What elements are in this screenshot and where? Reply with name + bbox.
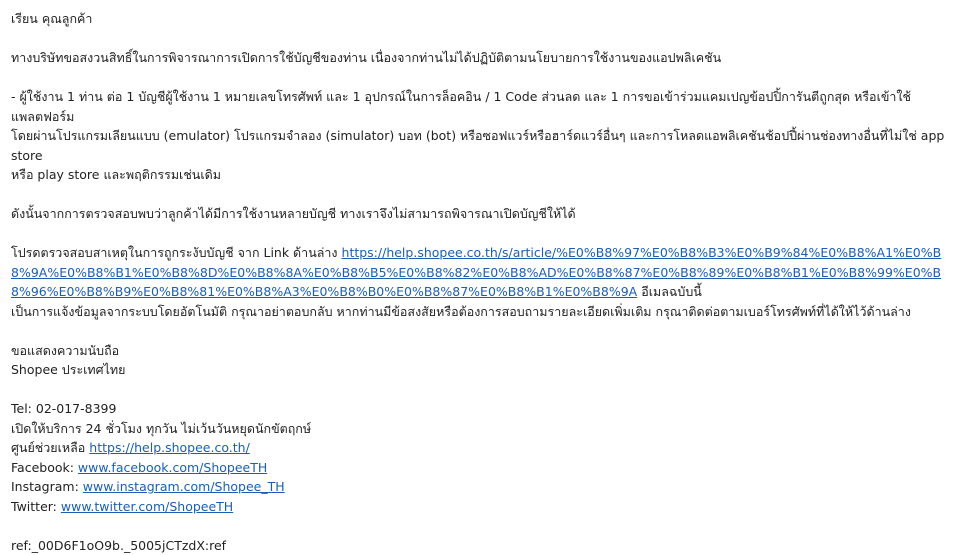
check-reason-text: โปรดตรวจสอบสาเหตุในการถูกระงับบัญชี จาก Link ด้านล่าง (11, 245, 338, 260)
help-article-link[interactable]: https://help.shopee.co.th/s/article/%E0%B8%97%E0%B8%B3%E0%B9%84%E0%B8%A1%E0%B8%9A%E0%B8%B1%E0%B8%8D%E0%B8%8A%E0%B8%B5%E0%B8%82%E0%B8%AD%E0%B8%87%E0%B8%89%E0%B8%B1%E0%B8%99%E0%B8%96%E0%B8%B9%E0%B8%81%E0%B8%A3%E0%B8%B0%E0%B8%87%E0%B8%B1%E0%B8%9A (11, 245, 941, 299)
instagram-line (11, 477, 956, 497)
policy-line-1: - ผู้ใช้งาน 1 ท่าน ต่อ 1 บัญชีผู้ใช้งาน 1 หมายเลขโทรศัพท์ และ 1 อุปกรณ์ในการล็อคอิน / 1 Code ส่วนลด และ 1 การขอเข้าร่วมแคมเปญข้อปปิ้การันตีถูกสุด หรือเข้าใช้แพลตฟอร์ม (11, 87, 956, 126)
tel: Tel: 02-017-8399 (11, 399, 956, 419)
closing: ขอแสดงความนับถือ (11, 341, 956, 361)
policy-line-3: หรือ play store และพฤติกรรมเช่นเดิม (11, 165, 956, 185)
help-center-line (11, 438, 956, 458)
help-center-link[interactable]: https://help.shopee.co.th/ (89, 440, 249, 455)
instagram-label: Instagram: (11, 479, 83, 494)
check-reason-paragraph (11, 243, 956, 302)
twitter-line (11, 497, 956, 517)
greeting: เรียน คุณลูกค้า (11, 9, 956, 29)
signature: Shopee ประเทศไทย (11, 360, 956, 380)
intro-paragraph: ทางบริษัทขอสงวนสิทธิ์ในการพิจารณาการเปิดการใช้บัญชีของท่าน เนื่องจากท่านไม่ได้ปฏิบัติตามนโยบายการใช้งานของแอปพลิเคชัน (11, 48, 956, 68)
conclusion-paragraph: ดังนั้นจากการตรวจสอบพบว่าลูกค้าได้มีการใช้งานหลายบัญชี ทางเราจึงไม่สามารถพิจารณาเปิดบัญชีให้ได้ (11, 204, 956, 224)
reference-id: ref:_00D6F1oO9b._5005jCTzdX:ref (11, 536, 956, 555)
twitter-label: Twitter: (11, 499, 61, 514)
email-body (11, 9, 956, 555)
policy-line-2: โดยผ่านโปรแกรมเลียนแบบ (emulator) โปรแกรมจำลอง (simulator) บอท (bot) หรือซอฟแวร์หรือฮาร์ดแวร์อื่นๆ และการโหลดแอพลิเคชันช้อปปี้ผ่านช่องทางอื่นที่ไม่ใช่ app store (11, 126, 956, 165)
auto-notice-tail: อีเมลฉบับนี้ (637, 284, 702, 299)
facebook-line (11, 458, 956, 478)
twitter-link[interactable]: www.twitter.com/ShopeeTH (61, 499, 233, 514)
auto-notice: เป็นการแจ้งข้อมูลจากระบบโดยอัตโนมัติ กรุณาอย่าตอบกลับ หากท่านมีข้อสงสัยหรือต้องการสอบถามรายละเอียดเพิ่มเติม กรุณาติดต่อตามเบอร์โทรศัพท์ที่ได้ให้ไว้ด้านล่าง (11, 302, 956, 322)
facebook-label: Facebook: (11, 460, 78, 475)
instagram-link[interactable]: www.instagram.com/Shopee_TH (83, 479, 285, 494)
help-center-label: ศูนย์ช่วยเหลือ (11, 440, 89, 455)
facebook-link[interactable]: www.facebook.com/ShopeeTH (78, 460, 267, 475)
service-hours: เปิดให้บริการ 24 ชั่วโมง ทุกวัน ไม่เว้นวันหยุดนักขัตฤกษ์ (11, 419, 956, 439)
